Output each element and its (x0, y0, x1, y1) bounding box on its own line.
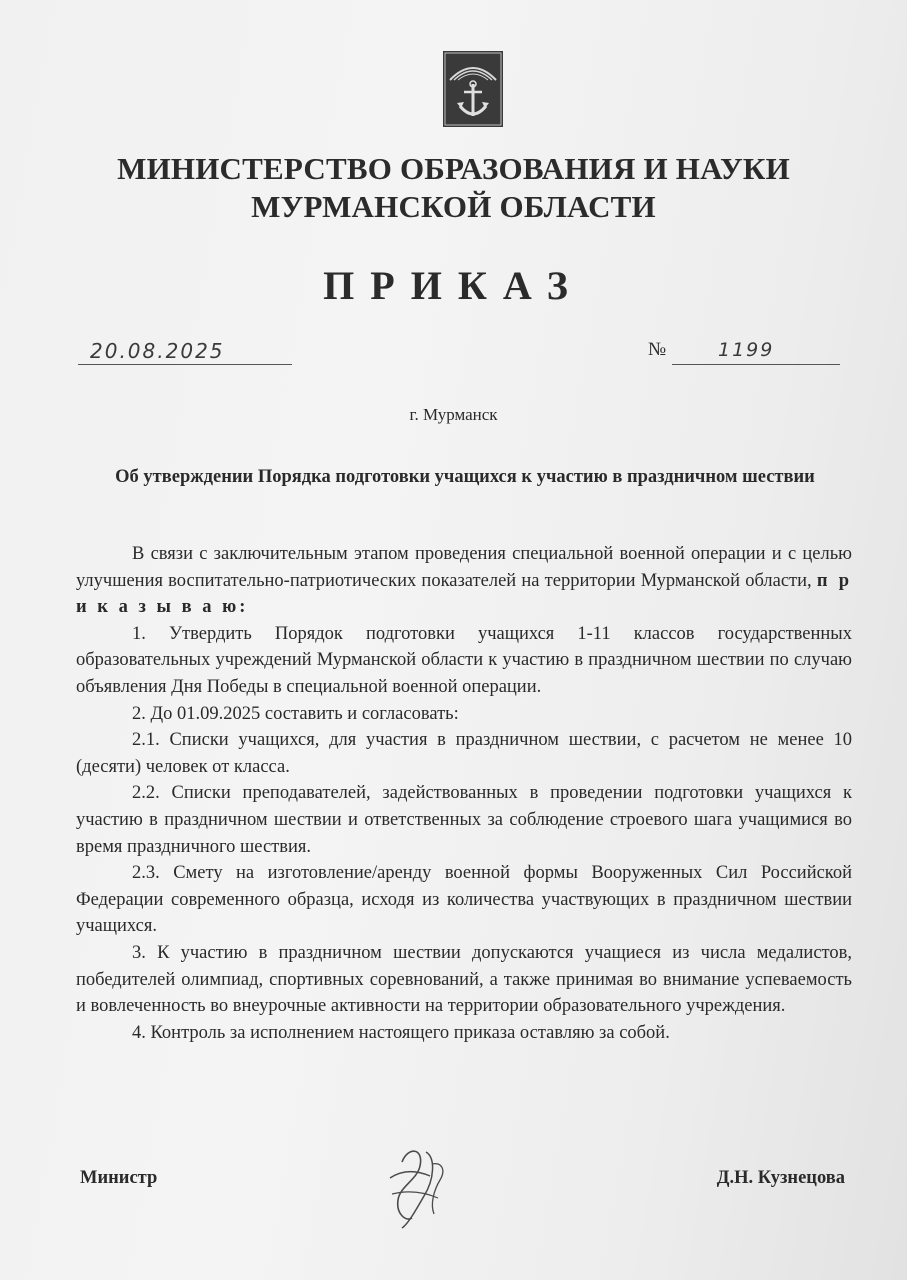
number-label: № (648, 339, 667, 360)
signatory-role: Министр (80, 1168, 158, 1188)
list-item: 3. К участию в праздничном шествии допускаются учащиеся из числа медалистов, победителей олимпиад, спортивных соревнований, а также принимая во внимание успеваемость и вовлеченность во внеурочные активности на территории образовательного учреждения. (76, 942, 852, 1017)
date-field (78, 336, 292, 365)
intro-paragraph (76, 541, 852, 621)
coat-of-arms-icon (442, 50, 504, 128)
number-field (672, 336, 840, 365)
list-item: 2.2. Списки преподавателей, задействованных в проведении подготовки учащихся к участию в праздничном шествии и ответственных за соблюдение строевого шага учащимися во время праздничного шествия. (76, 783, 852, 857)
subject-heading: Об утверждении Порядка подготовки учащихся к участию в праздничном шествии (115, 467, 815, 487)
signatory-name: Д.Н. Кузнецова (716, 1168, 845, 1188)
decree-word: п р и к а з ы в а ю: (76, 570, 853, 618)
signature-icon (372, 1140, 456, 1232)
ministry-name-line2: МУРМАНСКОЙ ОБЛАСТИ (251, 189, 656, 224)
list-item: 2.3. Смету на изготовление/аренду военной формы Вооруженных Сил Российской Федерации современного образца, исходя из количества участвующих в праздничном шествии учащихся. (76, 863, 852, 937)
city: г. Мурманск (409, 405, 498, 424)
document-body (76, 541, 852, 1046)
list-item: 2.1. Списки учащихся, для участия в праздничном шествии, с расчетом не менее 10 (десяти) человек от класса. (76, 730, 852, 777)
intro-text: В связи с заключительным этапом проведения специальной военной операции и с целью улучшения воспитательно-патриотических показателей на территории Мурманской области, (76, 544, 852, 591)
document-type-title: ПРИКАЗ (323, 263, 584, 308)
list-item: 2. До 01.09.2025 составить и согласовать: (132, 703, 459, 724)
date-value: 20.08.2025 (90, 339, 225, 363)
ministry-name-line1: МИНИСТЕРСТВО ОБРАЗОВАНИЯ И НАУКИ (117, 151, 790, 186)
number-value: 1199 (718, 339, 775, 361)
list-item: 1. Утвердить Порядок подготовки учащихся 1-11 классов государственных образовательных учреждений Мурманской области к участию в праздничном шествии по случаю объявления Дня Победы в специальной военной операции. (76, 623, 852, 697)
list-item: 4. Контроль за исполнением настоящего приказа оставляю за собой. (132, 1022, 670, 1043)
